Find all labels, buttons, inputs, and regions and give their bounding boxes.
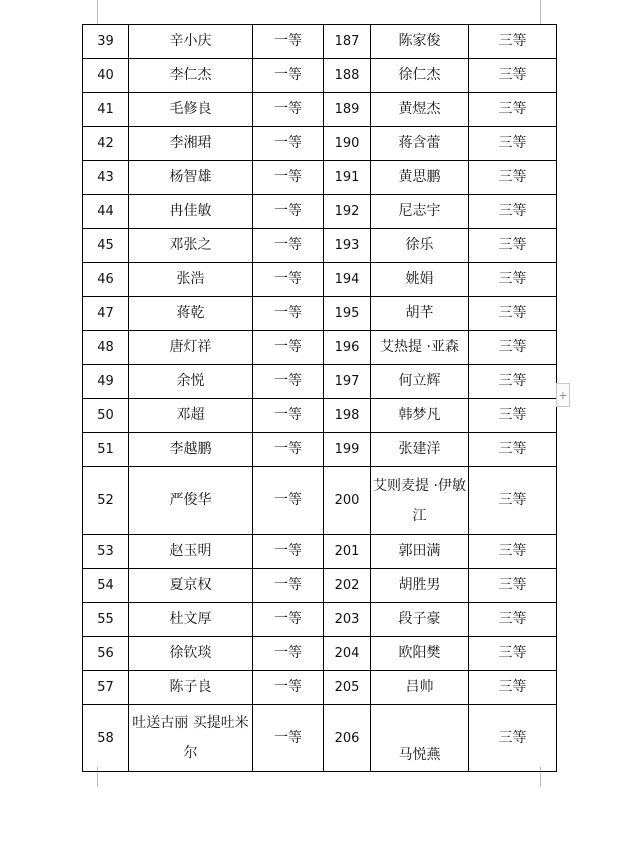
left-award-level-cell: 一等 — [253, 399, 324, 433]
right-number-cell: 205 — [324, 671, 371, 705]
table-row — [83, 671, 557, 705]
left-award-level-cell: 一等 — [253, 263, 324, 297]
table-row — [83, 399, 557, 433]
right-number-cell: 201 — [324, 535, 371, 569]
left-name-cell: 李越鹏 — [129, 433, 253, 467]
left-award-level-cell: 一等 — [253, 195, 324, 229]
table-row — [83, 229, 557, 263]
right-name-cell: 黄煜杰 — [371, 93, 469, 127]
right-award-level-cell: 三等 — [469, 161, 557, 195]
right-number-cell: 193 — [324, 229, 371, 263]
right-name-cell: 韩梦凡 — [371, 399, 469, 433]
table-row — [83, 365, 557, 399]
table-row — [83, 195, 557, 229]
right-number-cell: 187 — [324, 25, 371, 59]
right-name-cell: 艾热提 ·亚森 — [371, 331, 469, 365]
table-row — [83, 535, 557, 569]
award-roster-body — [83, 25, 557, 772]
table-row — [83, 433, 557, 467]
award-roster-table — [82, 24, 557, 772]
right-number-cell: 200 — [324, 467, 371, 535]
right-name-cell: 姚娟 — [371, 263, 469, 297]
left-number-cell: 54 — [83, 569, 129, 603]
left-award-level-cell: 一等 — [253, 59, 324, 93]
table-row — [83, 569, 557, 603]
left-award-level-cell: 一等 — [253, 331, 324, 365]
right-award-level-cell: 三等 — [469, 297, 557, 331]
right-award-level-cell: 三等 — [469, 331, 557, 365]
right-name-cell: 胡芊 — [371, 297, 469, 331]
left-award-level-cell: 一等 — [253, 93, 324, 127]
right-name-cell: 郭田满 — [371, 535, 469, 569]
right-name-cell: 胡胜男 — [371, 569, 469, 603]
table-row — [83, 59, 557, 93]
crop-mark-top-left — [97, 0, 98, 24]
left-number-cell: 43 — [83, 161, 129, 195]
right-number-cell: 199 — [324, 433, 371, 467]
right-number-cell: 191 — [324, 161, 371, 195]
left-number-cell: 50 — [83, 399, 129, 433]
left-number-cell: 47 — [83, 297, 129, 331]
table-row — [83, 263, 557, 297]
right-award-level-cell: 三等 — [469, 399, 557, 433]
right-award-level-cell: 三等 — [469, 365, 557, 399]
right-award-level-cell: 三等 — [469, 467, 557, 535]
right-award-level-cell: 三等 — [469, 263, 557, 297]
right-award-level-cell: 三等 — [469, 603, 557, 637]
right-award-level-cell: 三等 — [469, 569, 557, 603]
left-number-cell: 41 — [83, 93, 129, 127]
left-number-cell: 42 — [83, 127, 129, 161]
right-name-cell: 欧阳樊 — [371, 637, 469, 671]
right-number-cell: 192 — [324, 195, 371, 229]
left-name-cell: 严俊华 — [129, 467, 253, 535]
left-number-cell: 55 — [83, 603, 129, 637]
left-number-cell: 39 — [83, 25, 129, 59]
right-number-cell: 203 — [324, 603, 371, 637]
table-row — [83, 93, 557, 127]
right-number-cell: 197 — [324, 365, 371, 399]
left-award-level-cell: 一等 — [253, 671, 324, 705]
left-name-cell: 蒋乾 — [129, 297, 253, 331]
add-row-button[interactable]: + — [556, 383, 570, 407]
left-name-cell: 张浩 — [129, 263, 253, 297]
left-award-level-cell: 一等 — [253, 25, 324, 59]
left-award-level-cell: 一等 — [253, 161, 324, 195]
right-award-level-cell: 三等 — [469, 25, 557, 59]
left-award-level-cell: 一等 — [253, 297, 324, 331]
right-award-level-cell: 三等 — [469, 229, 557, 263]
left-name-cell: 李仁杰 — [129, 59, 253, 93]
right-award-level-cell: 三等 — [469, 705, 557, 772]
left-name-cell: 辛小庆 — [129, 25, 253, 59]
left-award-level-cell: 一等 — [253, 127, 324, 161]
left-name-cell: 陈子良 — [129, 671, 253, 705]
right-number-cell: 206 — [324, 705, 371, 772]
left-number-cell: 49 — [83, 365, 129, 399]
right-name-cell: 马悦燕 — [371, 705, 469, 772]
right-award-level-cell: 三等 — [469, 671, 557, 705]
right-name-cell: 吕帅 — [371, 671, 469, 705]
left-award-level-cell: 一等 — [253, 603, 324, 637]
right-name-cell: 陈家俊 — [371, 25, 469, 59]
right-award-level-cell: 三等 — [469, 59, 557, 93]
right-number-cell: 198 — [324, 399, 371, 433]
left-number-cell: 57 — [83, 671, 129, 705]
left-number-cell: 52 — [83, 467, 129, 535]
left-number-cell: 53 — [83, 535, 129, 569]
right-name-cell: 徐仁杰 — [371, 59, 469, 93]
left-name-cell: 杨智雄 — [129, 161, 253, 195]
right-name-cell: 蒋含蕾 — [371, 127, 469, 161]
left-number-cell: 45 — [83, 229, 129, 263]
right-number-cell: 188 — [324, 59, 371, 93]
left-name-cell: 赵玉明 — [129, 535, 253, 569]
left-award-level-cell: 一等 — [253, 535, 324, 569]
left-name-cell: 毛修良 — [129, 93, 253, 127]
right-award-level-cell: 三等 — [469, 93, 557, 127]
right-name-cell: 何立辉 — [371, 365, 469, 399]
left-award-level-cell: 一等 — [253, 705, 324, 772]
left-number-cell: 46 — [83, 263, 129, 297]
left-name-cell: 邓超 — [129, 399, 253, 433]
left-number-cell: 51 — [83, 433, 129, 467]
left-number-cell: 48 — [83, 331, 129, 365]
table-row — [83, 705, 557, 772]
right-award-level-cell: 三等 — [469, 535, 557, 569]
table-row — [83, 297, 557, 331]
right-award-level-cell: 三等 — [469, 127, 557, 161]
right-award-level-cell: 三等 — [469, 637, 557, 671]
left-name-cell: 夏京权 — [129, 569, 253, 603]
left-award-level-cell: 一等 — [253, 637, 324, 671]
right-name-cell: 艾则麦提 ·伊敏江 — [371, 467, 469, 535]
table-row — [83, 603, 557, 637]
right-number-cell: 204 — [324, 637, 371, 671]
right-name-cell: 黄思鹏 — [371, 161, 469, 195]
left-name-cell: 杜文厚 — [129, 603, 253, 637]
right-name-cell: 段子豪 — [371, 603, 469, 637]
left-award-level-cell: 一等 — [253, 365, 324, 399]
left-name-cell: 唐灯祥 — [129, 331, 253, 365]
table-row — [83, 25, 557, 59]
left-name-cell: 邓张之 — [129, 229, 253, 263]
left-number-cell: 58 — [83, 705, 129, 772]
left-name-cell: 冉佳敏 — [129, 195, 253, 229]
right-award-level-cell: 三等 — [469, 195, 557, 229]
table-row — [83, 161, 557, 195]
right-name-cell: 徐乐 — [371, 229, 469, 263]
table-row — [83, 127, 557, 161]
right-number-cell: 196 — [324, 331, 371, 365]
left-name-cell: 李湘珺 — [129, 127, 253, 161]
left-award-level-cell: 一等 — [253, 433, 324, 467]
right-number-cell: 195 — [324, 297, 371, 331]
left-award-level-cell: 一等 — [253, 467, 324, 535]
left-number-cell: 44 — [83, 195, 129, 229]
left-award-level-cell: 一等 — [253, 569, 324, 603]
left-award-level-cell: 一等 — [253, 229, 324, 263]
left-name-cell: 余悦 — [129, 365, 253, 399]
right-number-cell: 202 — [324, 569, 371, 603]
table-row — [83, 467, 557, 535]
right-number-cell: 190 — [324, 127, 371, 161]
left-name-cell: 吐送古丽 买提吐米尔 — [129, 705, 253, 772]
left-number-cell: 56 — [83, 637, 129, 671]
right-award-level-cell: 三等 — [469, 433, 557, 467]
right-name-cell: 张建洋 — [371, 433, 469, 467]
table-row — [83, 331, 557, 365]
right-name-cell: 尼志宇 — [371, 195, 469, 229]
right-number-cell: 189 — [324, 93, 371, 127]
left-number-cell: 40 — [83, 59, 129, 93]
table-row — [83, 637, 557, 671]
crop-mark-top-right — [540, 0, 541, 24]
right-number-cell: 194 — [324, 263, 371, 297]
left-name-cell: 徐钦琰 — [129, 637, 253, 671]
